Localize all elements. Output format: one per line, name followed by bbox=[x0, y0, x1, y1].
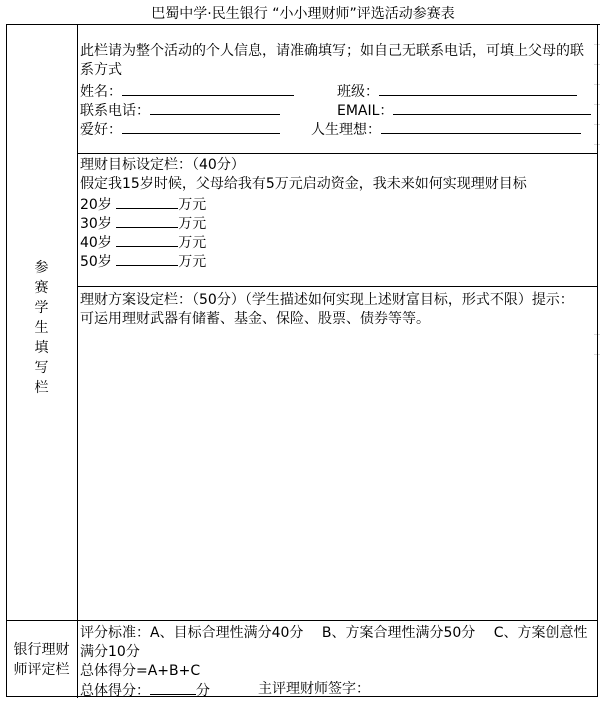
label-line: 师评定栏 bbox=[13, 662, 70, 678]
signature-label: 主评理财师签字： bbox=[258, 681, 370, 697]
bank-section-label bbox=[6, 640, 77, 680]
class-label: 班级： bbox=[337, 84, 379, 100]
goal-description: 假定我15岁时候，父母给我有5万元启动资金，我未来如何实现理财目标 bbox=[80, 176, 527, 192]
row-divider-goal bbox=[77, 286, 598, 287]
class-blank[interactable] bbox=[379, 81, 577, 96]
column-divider bbox=[77, 24, 78, 698]
phone-blank[interactable] bbox=[150, 100, 280, 115]
student-section-label bbox=[6, 258, 77, 398]
label-char: 学 bbox=[34, 300, 49, 316]
score-blank[interactable] bbox=[150, 680, 196, 695]
goal-row-50 bbox=[80, 251, 206, 272]
scoring-criteria: 评分标准：A、目标合理性满分40分 B、方案合理性满分50分 C、方案创意性满分10分 bbox=[80, 625, 588, 660]
ideal-label: 人生理想： bbox=[311, 122, 381, 138]
score-unit: 分 bbox=[196, 683, 210, 699]
phone-label: 联系电话： bbox=[80, 103, 150, 119]
goal-heading: 理财目标设定栏：（40分） bbox=[80, 157, 245, 173]
goal-amount-blank[interactable] bbox=[116, 232, 178, 247]
label-char: 写 bbox=[34, 360, 49, 376]
goal-row-30 bbox=[80, 213, 206, 234]
ideal-field[interactable] bbox=[311, 119, 581, 140]
signature-field[interactable] bbox=[258, 680, 370, 699]
goal-unit: 万元 bbox=[178, 197, 207, 213]
goal-row-40 bbox=[80, 232, 206, 253]
row-divider-bank bbox=[6, 620, 598, 621]
plan-instructions: 理财方案设定栏：（50分）（学生描述如何实现上述财富目标，形式不限）提示：可运用理财武器有储蓄、基金、保险、股票、债券等等。 bbox=[80, 292, 574, 327]
row-divider-personal bbox=[77, 153, 598, 154]
goal-age: 20岁 bbox=[80, 197, 112, 213]
goal-row-20 bbox=[80, 194, 206, 215]
label-char: 参 bbox=[34, 260, 49, 276]
goal-unit: 万元 bbox=[178, 216, 207, 232]
label-char: 填 bbox=[34, 340, 49, 356]
label-line: 银行理财 bbox=[13, 642, 70, 658]
plan-answer-area[interactable] bbox=[80, 335, 594, 617]
hobby-blank[interactable] bbox=[122, 119, 280, 134]
personal-note: 此栏请为整个活动的个人信息，请准确填写；如自己无联系电话，可填上父母的联系方式 bbox=[80, 43, 584, 78]
name-blank[interactable] bbox=[122, 81, 294, 96]
form-title: 巴蜀中学·民生银行 “小小理财师”评选活动参赛表 bbox=[6, 5, 600, 25]
hobby-label: 爱好： bbox=[80, 122, 122, 138]
score-formula: 总体得分=A+B+C bbox=[80, 663, 201, 679]
label-char: 赛 bbox=[34, 280, 49, 296]
score-label: 总体得分： bbox=[80, 683, 150, 699]
goal-unit: 万元 bbox=[178, 254, 207, 270]
goal-amount-blank[interactable] bbox=[116, 194, 178, 209]
hobby-field[interactable] bbox=[80, 119, 280, 140]
goal-amount-blank[interactable] bbox=[116, 251, 178, 266]
phone-field[interactable] bbox=[80, 100, 280, 121]
label-char: 生 bbox=[34, 320, 49, 336]
name-label: 姓名： bbox=[80, 84, 122, 100]
goal-age: 30岁 bbox=[80, 216, 112, 232]
label-char: 栏 bbox=[34, 380, 49, 396]
ideal-blank[interactable] bbox=[381, 119, 581, 134]
email-blank[interactable] bbox=[393, 100, 591, 115]
name-field[interactable] bbox=[80, 81, 294, 102]
goal-unit: 万元 bbox=[178, 235, 207, 251]
goal-age: 50岁 bbox=[80, 254, 112, 270]
email-field[interactable] bbox=[337, 100, 591, 121]
goal-amount-blank[interactable] bbox=[116, 213, 178, 228]
goal-age: 40岁 bbox=[80, 235, 112, 251]
email-label: EMAIL： bbox=[337, 103, 394, 119]
class-field[interactable] bbox=[337, 81, 577, 102]
